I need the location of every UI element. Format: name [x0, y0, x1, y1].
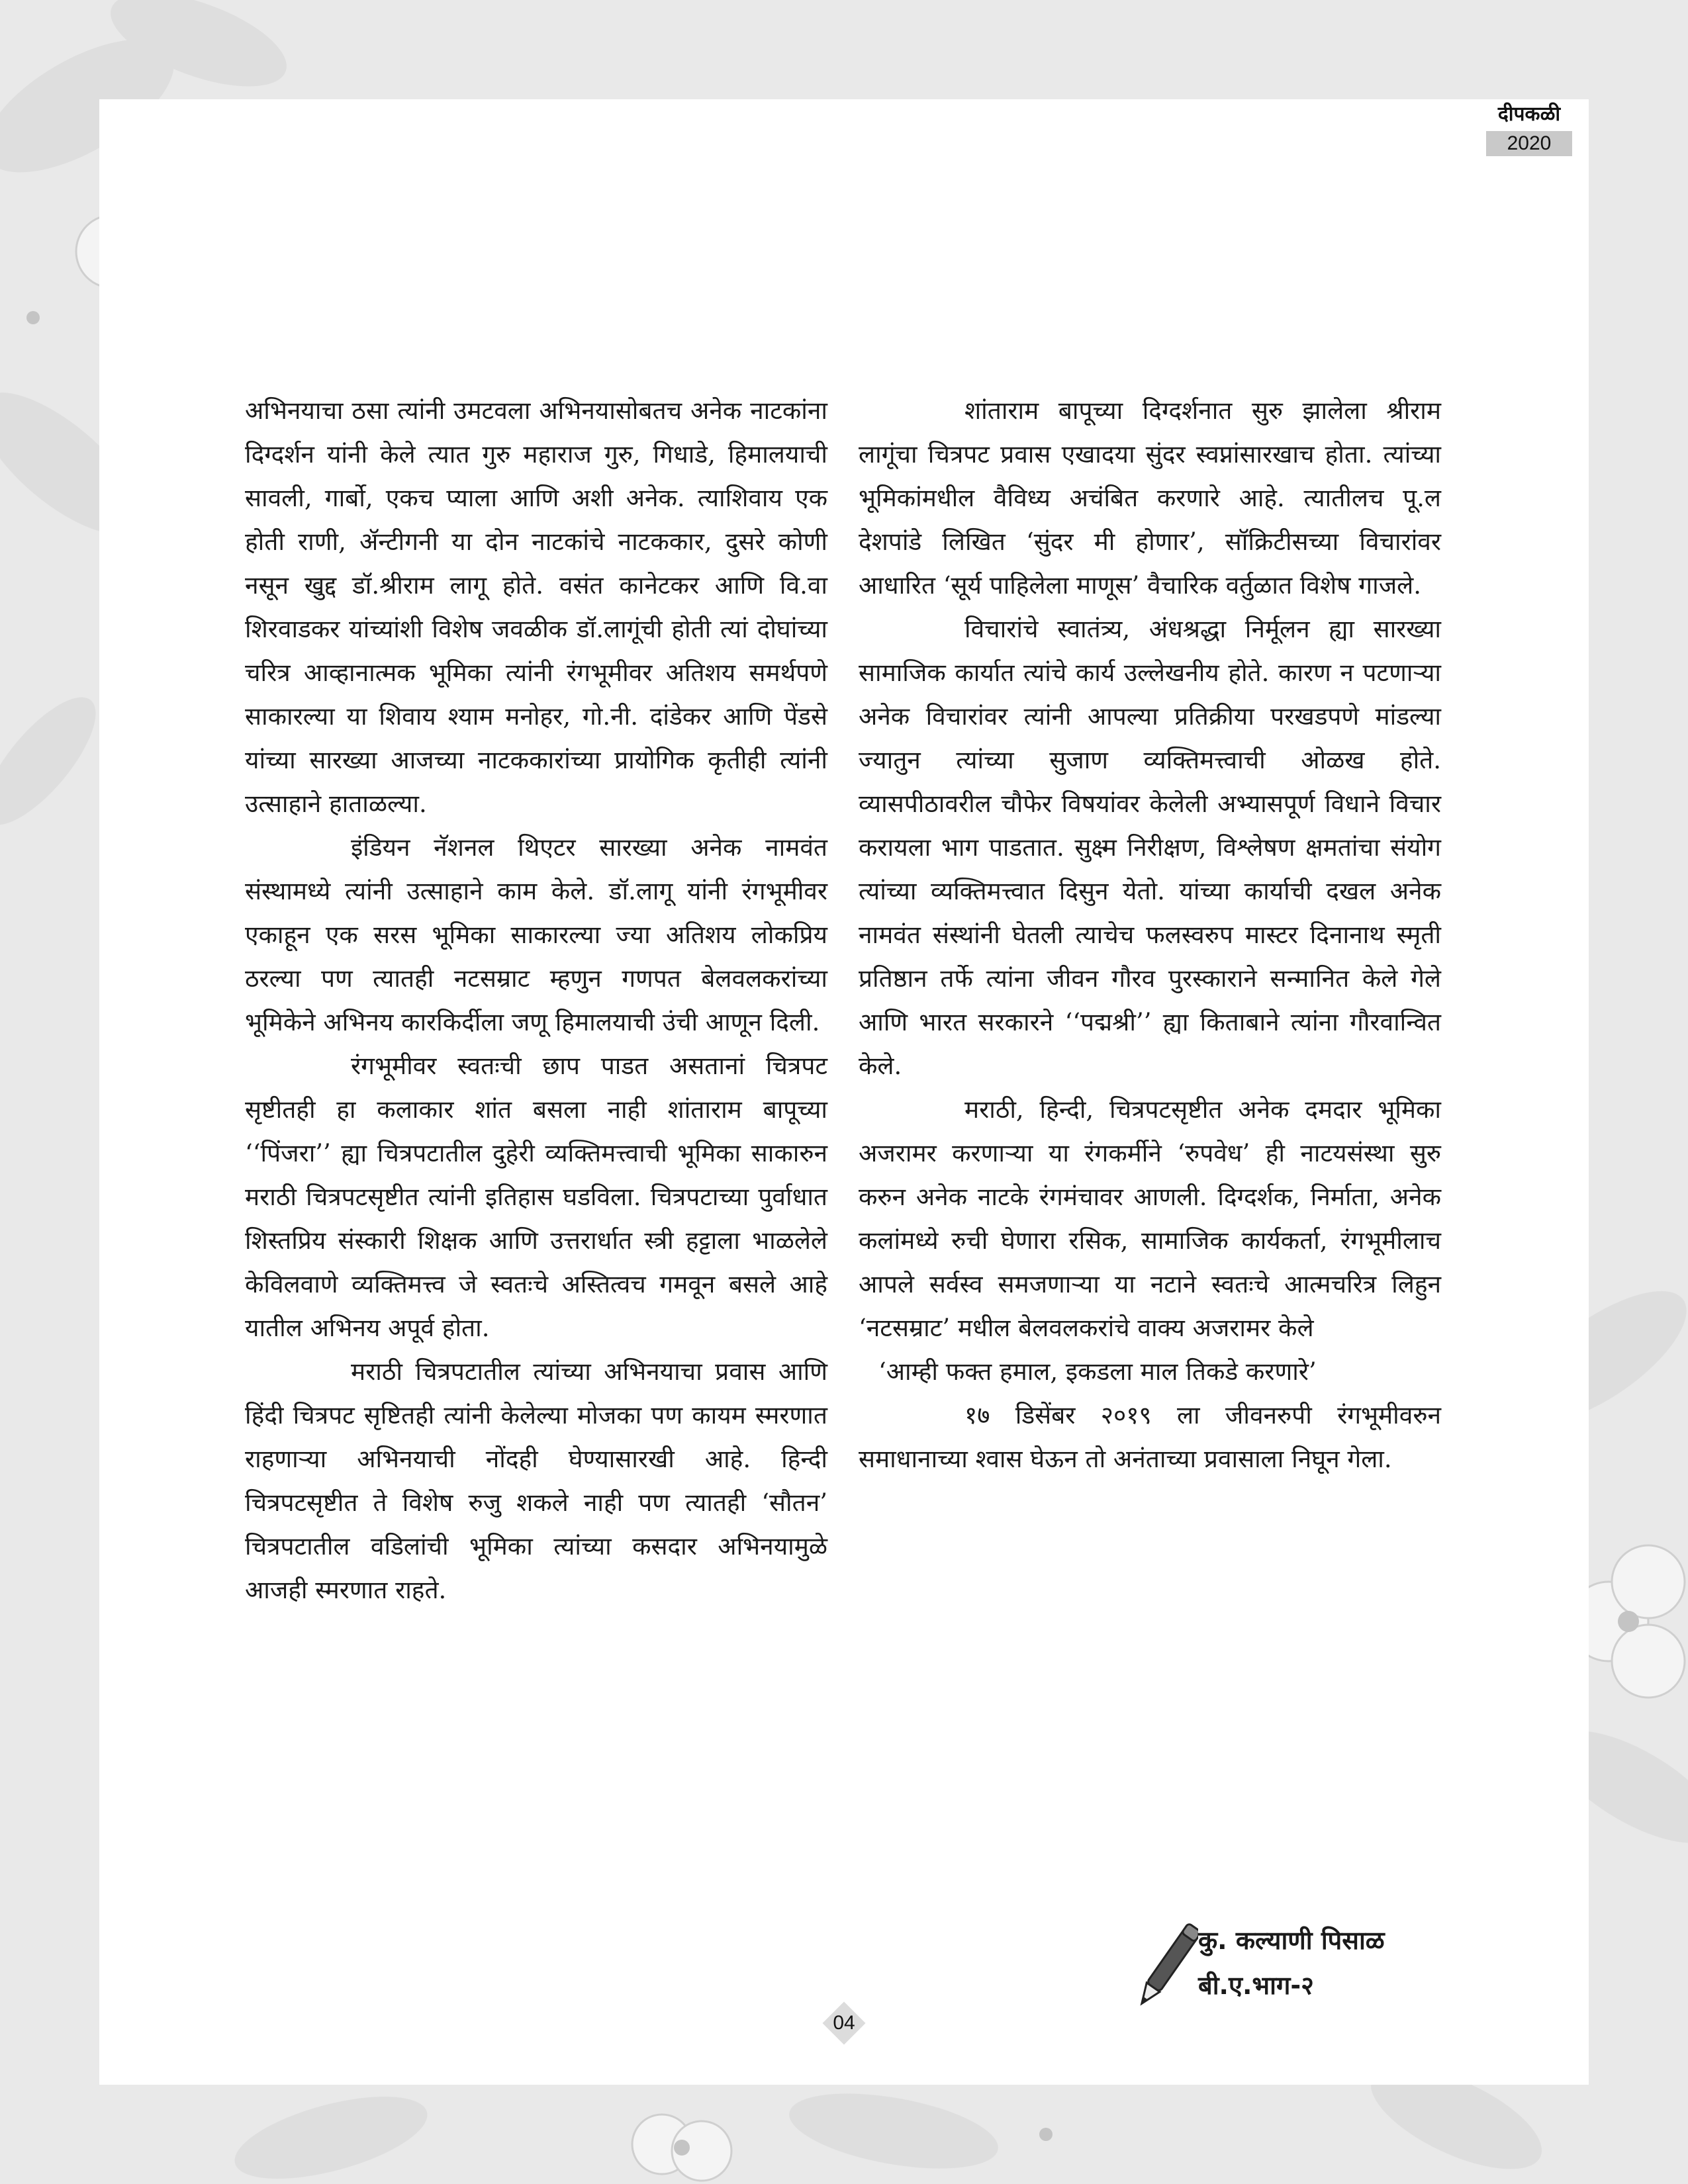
paragraph: अभिनयाचा ठसा त्यांनी उमटवला अभिनयासोबतच अनेक नाटकांना दिग्दर्शन यांनी केले त्यात गुरु महाराज गुरु, गिधाडे, हिमालयाची सावली, गार्बो, एकच प्याला आणि अशी अनेक. त्याशिवाय एक होती राणी, ॲन्टीगनी या दोन नाटकांचे नाटककार, दुसरे कोणी नसून खुद्द डॉ.श्रीराम लागू होते. वसंत कानेटकर आणि वि.वा शिरवाडकर यांच्यांशी विशेष जवळीक डॉ.लागूंची होती त्यां दोघांच्या चरित्र आव्हानात्मक भूमिका त्यांनी रंगभूमीवर अतिशय समर्थपणे साकारल्या या शिवाय श्याम मनोहर, गो.नी. दांडेकर आणि पेंडसे यांच्या सारख्या आजच्या नाटककारांच्या प्रायोगिक कृतीही त्यांनी उत्साहाने हाताळल्या.: [245, 396, 827, 818]
right-column: [859, 389, 1441, 1481]
magazine-title: दीपकळी: [1497, 103, 1561, 126]
page-number-text: 04: [833, 2012, 855, 2034]
paragraph: रंगभूमीवर स्वतःची छाप पाडत असतानां चित्रपट सृष्टीतही हा कलाकार शांत बसला नाही शांताराम बापूच्या ‘‘पिंजरा’’ ह्या चित्रपटातील दुहेरी व्यक्तिमत्त्वाची भूमिका साकारुन मराठी चित्रपटसृष्टीत त्यांनी इतिहास घडविला. चित्रपटाच्या पुर्वाधात शिस्तप्रिय संस्कारी शिक्षक आणि उत्तरार्धात स्त्री हट्टाला भाळलेले केविलवाणे व्यक्तिमत्त्व जे स्वतःचे अस्तित्वच गमवून बसले आहे यातील अभिनय अपूर्व होता.: [245, 1052, 827, 1342]
author-name: कु. कल्याणी पिसाळ: [1198, 1926, 1385, 1955]
masthead: [1486, 99, 1572, 156]
pen-icon: [1139, 1913, 1198, 2019]
closing-paragraph: १७ डिसेंबर २०१९ ला जीवनरुपी रंगभूमीवरुन समाधानाच्या श्वास घेऊन तो अनंताच्या प्रवासाला निघून गेला.: [859, 1401, 1441, 1473]
page-number: [821, 2000, 867, 2046]
paragraph: विचारांचे स्वातंत्र्य, अंधश्रद्धा निर्मूलन ह्या सारख्या सामाजिक कार्यात त्यांचे कार्य उल्लेखनीय होते. कारण न पटणाऱ्या अनेक विचारांवर त्यांनी आपल्या प्रतिक्रीया परखडपणे मांडल्या ज्यातुन त्यांच्या सुजाण व्यक्तिमत्त्वाची ओळख होते. व्यासपीठावरील चौफेर विषयांवर केलेली अभ्यासपूर्ण विधाने विचार करायला भाग पाडतात. सुक्ष्म निरीक्षण, विश्लेषण क्षमतांचा संयोग त्यांच्या व्यक्तिमत्त्वात दिसुन येतो. यांच्या कार्याची दखल अनेक नामवंत संस्थांनी घेतली त्याचेच फलस्वरुप मास्टर दिनानाथ स्मृती प्रतिष्ठान तर्फे त्यांना जीवन गौरव पुरस्काराने सन्मानित केले गेले आणि भारत सरकारने ‘‘पद्मश्री’’ ह्या किताबाने त्यांना गौरवान्वित केले.: [859, 615, 1441, 1080]
paragraph: मराठी, हिन्दी, चित्रपटसृष्टीत अनेक दमदार भूमिका अजरामर करणाऱ्या या रंगकर्मीने ‘रुपवेध’ ही नाटयसंस्था सुरु करुन अनेक नाटके रंगमंचावर आणली. दिग्दर्शक, निर्माता, अनेक कलांमध्ये रुची घेणारा रसिक, सामाजिक कार्यकर्ता, रंगभूमीलाच आपले सर्वस्व समजणाऱ्या या नटाने स्वतःचे आत्मचरित्र लिहुन ‘नटसम्राट’ मधील बेलवलकरांचे वाक्य अजरामर केले: [859, 1095, 1441, 1342]
paragraph: इंडियन नॅशनल थिएटर सारख्या अनेक नामवंत संस्थामध्ये त्यांनी उत्साहाने काम केले. डॉ.लागू यांनी रंगभूमीवर एकाहून एक सरस भूमिका साकारल्या ज्या अतिशय लोकप्रिय ठरल्या पण त्यातही नटसम्राट म्हणुन गणपत बेलवलकरांच्या भूमिकेने अभिनय कारकिर्दीला जणू हिमालयाची उंची आणून दिली.: [245, 833, 827, 1036]
paragraph: शांताराम बापूच्या दिग्दर्शनात सुरु झालेला श्रीराम लागूंचा चित्रपट प्रवास एखादया सुंदर स्वप्नांसारखाच होता. त्यांच्या भूमिकांमधील वैविध्य अचंबित करणारे आहे. त्यातीलच पू.ल देशपांडे लिखित ‘सुंदर मी होणार’, सॉक्रिटीसच्या विचारांवर आधारित ‘सूर्य पाहिलेला माणूस’ वैचारिक वर्तुळात विशेष गाजले.: [859, 396, 1441, 600]
paragraph: मराठी चित्रपटातील त्यांच्या अभिनयाचा प्रवास आणि हिंदी चित्रपट सृष्टितही त्यांनी केलेल्या मोजका पण कायम स्मरणात राहणाऱ्या अभिनयाची नोंदही घेण्यासारखी आहे. हिन्दी चित्रपटसृष्टीत ते विशेष रुजु शकले नाही पण त्यातही ‘सौतन’ चित्रपटातील वडिलांची भूमिका त्यांच्या कसदार अभिनयामुळे आजही स्मरणात राहते.: [245, 1357, 827, 1604]
author-signature: [1139, 1913, 1483, 2019]
left-column: [245, 389, 827, 1612]
author-class: बी.ए.भाग-२: [1198, 1971, 1314, 2000]
quote-line: ‘आम्ही फक्त हमाल, इकडला माल तिकडे करणारे’: [878, 1357, 1317, 1386]
year-badge: 2020: [1486, 131, 1572, 156]
